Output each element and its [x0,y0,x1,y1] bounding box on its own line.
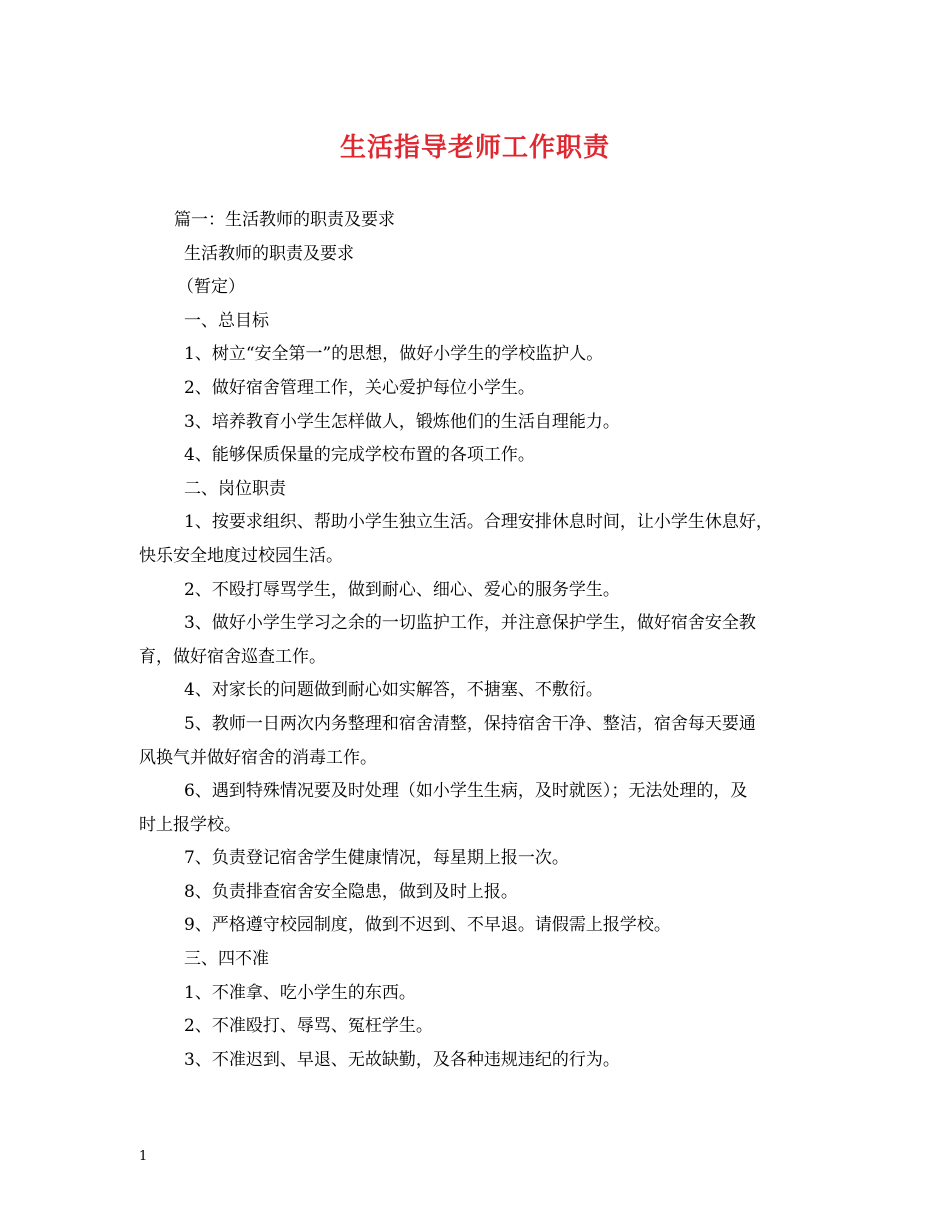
document-body [139,204,839,1077]
body-line: 1、树立“安全第一”的思想，做好小学生的学校监护人。 [184,344,604,365]
document-title: 生活指导老师工作职责 [339,133,610,163]
body-line: 7、负责登记宿舍学生健康情况，每星期上报一次。 [184,848,569,869]
body-line: 1、不准拿、吃小学生的东西。 [184,982,416,1003]
body-line: 9、严格遵守校园制度，做到不迟到、不早退。请假需上报学校。 [184,915,671,936]
body-line: 一、总目标 [184,310,269,331]
body-line: 2、不准殴打、辱骂、冤枉学生。 [184,1016,433,1037]
body-line: 4、能够保质保量的完成学校布置的各项工作。 [184,445,535,466]
page-number: 1 [139,1149,148,1164]
body-line: 3、不准迟到、早退、无故缺勤，及各种违规违纪的行为。 [184,1049,620,1070]
body-line: 3、做好小学生学习之余的一切监护工作，并注意保护学生，做好宿舍安全教 [184,613,756,634]
body-line: 8、负责排查宿舍安全隐患，做到及时上报。 [184,881,518,902]
body-line: 育，做好宿舍巡查工作。 [139,646,326,667]
body-line: （暂定） [177,277,245,298]
body-line: 篇一：生活教师的职责及要求 [174,210,395,230]
body-line: 6、遇到特殊情况要及时处理（如小学生生病，及时就医）；无法处理的，及 [184,781,748,802]
body-line: 三、四不准 [184,949,269,970]
body-line: 5、教师一日两次内务整理和宿舍清整，保持宿舍干净、整洁，宿舍每天要通 [184,713,756,734]
body-line: 2、不殴打辱骂学生，做到耐心、细心、爱心的服务学生。 [184,579,620,600]
body-line: 2、做好宿舍管理工作，关心爱护每位小学生。 [184,377,535,398]
body-line: 风换气并做好宿舍的消毒工作。 [139,747,377,768]
body-line: 生活教师的职责及要求 [184,243,354,264]
body-line: 3、培养教育小学生怎样做人，锻炼他们的生活自理能力。 [184,411,620,432]
body-line: 1、按要求组织、帮助小学生独立生活。合理安排休息时间，让小学生休息好， [184,512,773,533]
body-line: 快乐安全地度过校园生活。 [139,545,343,566]
body-line: 时上报学校。 [139,814,241,835]
body-line: 4、对家长的问题做到耐心如实解答，不搪塞、不敷衍。 [184,680,603,701]
body-line: 二、岗位职责 [184,478,286,499]
